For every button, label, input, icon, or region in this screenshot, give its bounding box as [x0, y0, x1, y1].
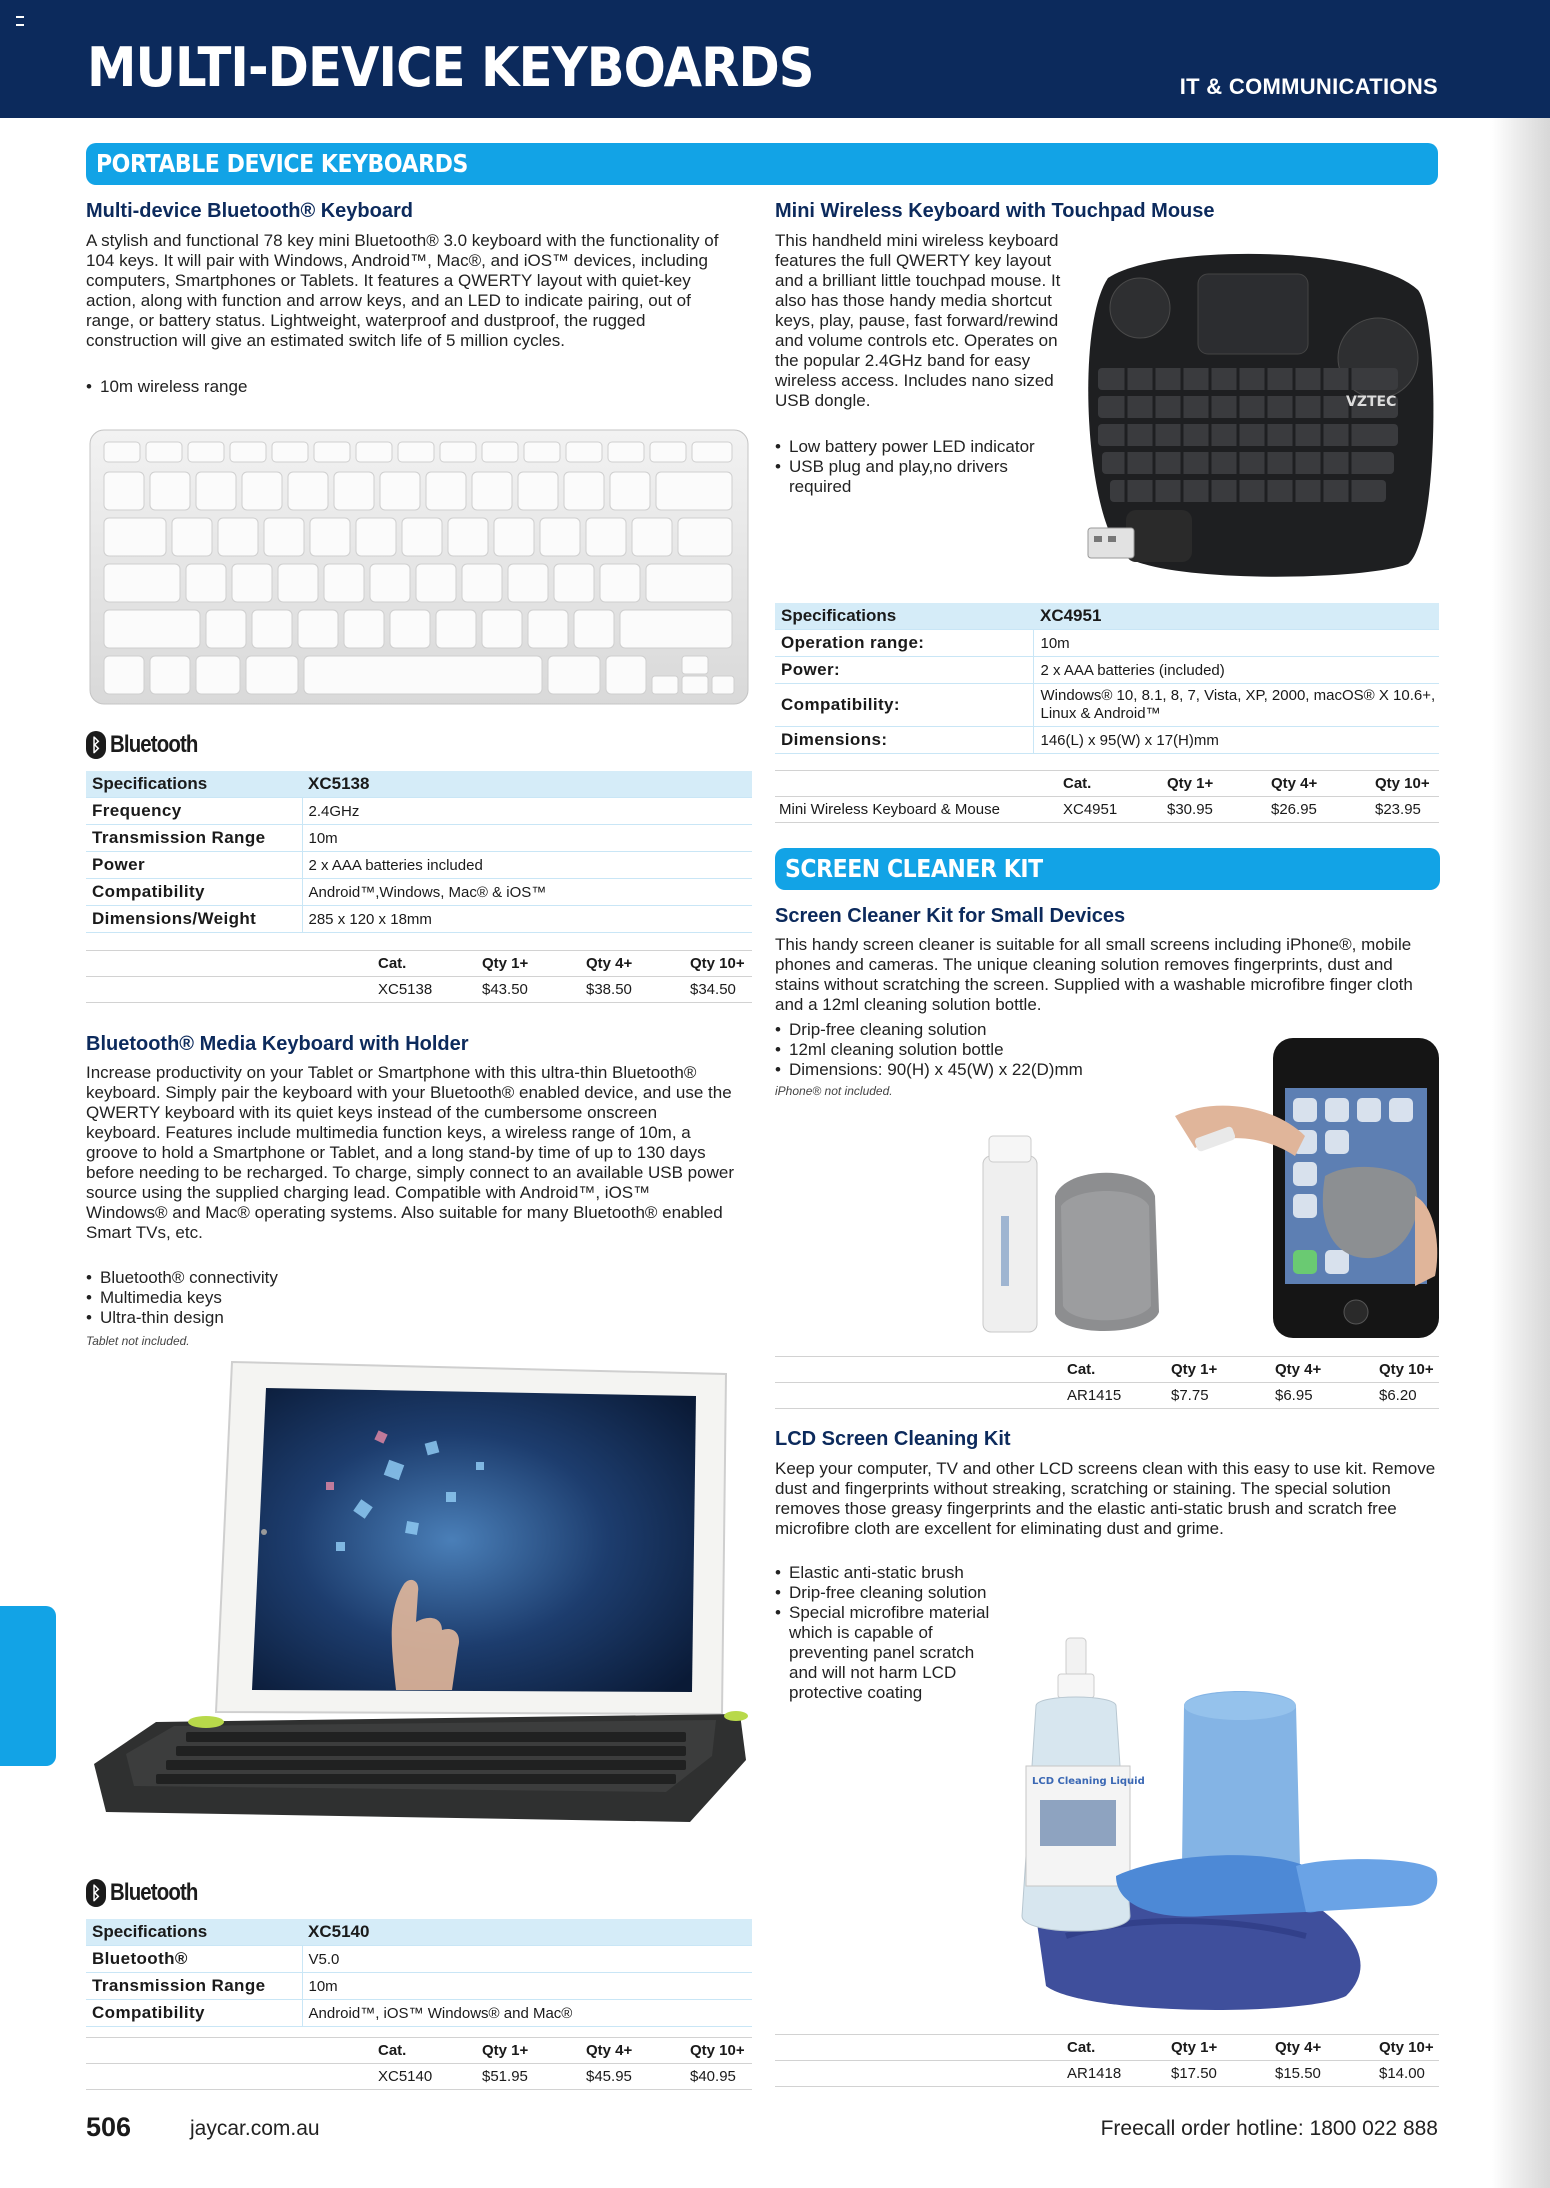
- price-cell: $14.00: [1375, 2061, 1439, 2087]
- price-cell: $7.75: [1167, 1383, 1271, 1409]
- product-image-tablet-keyboard: [86, 1352, 752, 1836]
- bluetooth-icon: ᛒ: [86, 1879, 106, 1907]
- price-header: Qty 10+: [686, 2038, 752, 2064]
- price-header: Cat.: [1063, 1357, 1167, 1383]
- price-table-ar1418: [775, 2034, 1439, 2087]
- chapter-tab: [0, 1606, 56, 1766]
- spec-key: Transmission Range: [86, 1973, 302, 2000]
- price-header: Qty 10+: [1375, 2035, 1439, 2061]
- product-description-xc5138: A stylish and functional 78 key mini Bluetooth® 3.0 keyboard with the functionality of 104 keys. It will pair with Windows, Android™, Mac®, and iOS™ devices, including computers, Smartphones or Tablets. It features a QWERTY layout with quiet-key action, along with function and arrow keys, and an LED to indicate pairing, out of range, or battery status. Lightweight, waterproof and dustproof, the rugged construction will give an estimated switch life of 5 million cycles.: [86, 231, 719, 350]
- spec-value: 10m: [1034, 630, 1439, 657]
- price-cell: AR1415: [1063, 1383, 1167, 1409]
- price-table-xc5138: [86, 950, 752, 1003]
- product-image-screen-cleaner: [975, 1036, 1441, 1344]
- spec-value: 2 x AAA batteries included: [302, 852, 752, 879]
- product-description-xc5140: Increase productivity on your Tablet or Smartphone with this ultra-thin Bluetooth® keyboard. Simply pair the keyboard with your Bluetooth® enabled device, and use the QWERTY keyboard with its quiet keys instead of the cumbersome onscreen keyboard. Features include multimedia function keys, a wireless range of 10m, a groove to hold a Smartphone or Tablet, and a long stand-by time of up to 130 days before needing to be recharged. To charge, simply connect to an available USB power source using the supplied charging lead. Compatible with Android™, iOS™ Windows® and Mac® operating systems. Also suitable for many Bluetooth® enabled Smart TVs, etc.: [86, 1063, 734, 1242]
- bluetooth-icon: ᛒ: [86, 731, 106, 759]
- bluetooth-logo: ᛒ Bluetooth: [86, 730, 213, 760]
- price-cell: $17.50: [1167, 2061, 1271, 2087]
- feature-item: • Special microfibre material which is capable of preventing panel scratch and will not harm LCD protective coating: [775, 1603, 997, 1703]
- spec-header: Specifications: [775, 603, 1034, 630]
- product-image-white-keyboard: [88, 428, 750, 706]
- spec-key: Bluetooth®: [86, 1946, 302, 1973]
- spec-key: Compatibility: [86, 879, 302, 906]
- price-cell: AR1418: [1063, 2061, 1167, 2087]
- bottle-label: LCD Cleaning Liquid: [1032, 1776, 1145, 1787]
- brand-mark: VZTEC: [1346, 394, 1397, 410]
- spec-key: Transmission Range: [86, 825, 302, 852]
- price-table-ar1415: [775, 1356, 1439, 1409]
- price-header: Qty 4+: [1271, 1357, 1375, 1383]
- spec-value: 146(L) x 95(W) x 17(H)mm: [1034, 727, 1439, 754]
- spec-model: XC5140: [302, 1919, 752, 1946]
- product-title-ar1418: LCD Screen Cleaning Kit: [775, 1428, 1011, 1450]
- product-note-xc5140: Tablet not included.: [86, 1334, 190, 1348]
- spec-key: Power: [86, 852, 302, 879]
- category-band-screen-cleaner: SCREEN CLEANER KIT: [775, 848, 1440, 890]
- price-header: Qty 1+: [478, 2038, 582, 2064]
- spec-value: Android™,Windows, Mac® & iOS™: [302, 879, 752, 906]
- feature-item: • Low battery power LED indicator: [775, 437, 1065, 457]
- feature-item: • Elastic anti-static brush: [775, 1563, 997, 1583]
- price-header: Cat.: [374, 2038, 478, 2064]
- product-description-xc4951: This handheld mini wireless keyboard features the full QWERTY key layout and a brilliant little touchpad mouse. It also has those handy media shortcut keys, play, pause, fast forward/rewind and volume controls etc. Operates on the popular 2.4GHz band for easy wireless access. Includes nano sized USB dongle.: [775, 231, 1061, 410]
- product-title-ar1415: Screen Cleaner Kit for Small Devices: [775, 905, 1126, 927]
- price-header: [775, 771, 1059, 797]
- spec-table-xc4951: [775, 603, 1439, 754]
- price-cell: $45.95: [582, 2064, 686, 2090]
- product-description-ar1415: This handy screen cleaner is suitable for all small screens including iPhone®, mobile phones and cameras. The unique cleaning solution removes fingerprints, dust and stains without scratching the screen. Supplied with a washable microfibre finger cloth and a 12ml cleaning solution bottle.: [775, 935, 1413, 1014]
- feature-item: • Bluetooth® connectivity: [86, 1268, 736, 1288]
- price-table-xc4951: [775, 770, 1439, 823]
- spec-table-xc5138: [86, 771, 752, 933]
- product-description-ar1418: Keep your computer, TV and other LCD screens clean with this easy to use kit. Remove dust and fingerprints without streaking, scratching or staining. The special solution removes those greasy fingerprints and the elastic anti-static brush and scratch free microfibre cloth are excellent for eliminating dust and grime.: [775, 1459, 1436, 1538]
- price-cell: $6.20: [1375, 1383, 1439, 1409]
- spec-model: XC4951: [1034, 603, 1439, 630]
- price-cell: XC4951: [1059, 797, 1163, 823]
- price-header: Qty 1+: [478, 951, 582, 977]
- feature-list-xc5138: [86, 377, 736, 397]
- spec-value: V5.0: [302, 1946, 752, 1973]
- price-header: Qty 10+: [1375, 1357, 1439, 1383]
- price-cell: $40.95: [686, 2064, 752, 2090]
- feature-item: • USB plug and play,no drivers required: [775, 457, 1065, 497]
- feature-item: • 10m wireless range: [86, 377, 736, 397]
- price-header: Qty 1+: [1163, 771, 1267, 797]
- spec-value: Windows® 10, 8.1, 8, 7, Vista, XP, 2000, macOS® X 10.6+, Linux & Android™: [1034, 684, 1439, 727]
- feature-item: • Dimensions: 90(H) x 45(W) x 22(D)mm: [775, 1060, 1175, 1080]
- price-cell: $26.95: [1267, 797, 1371, 823]
- spec-key: Dimensions:: [775, 727, 1034, 754]
- product-title-xc5138: Multi-device Bluetooth® Keyboard: [86, 200, 413, 222]
- feature-item: • Ultra-thin design: [86, 1308, 736, 1328]
- spec-key: Compatibility: [86, 2000, 302, 2027]
- price-cell: $6.95: [1271, 1383, 1375, 1409]
- spec-header: Specifications: [86, 771, 302, 798]
- product-image-lcd-cleaning-kit: [1006, 1616, 1440, 2020]
- price-header: Qty 4+: [582, 951, 686, 977]
- price-cell: $38.50: [582, 977, 686, 1003]
- price-cell: $23.95: [1371, 797, 1439, 823]
- spec-table-xc5140: [86, 1919, 752, 2027]
- page-header: [0, 0, 1550, 118]
- feature-item: • Multimedia keys: [86, 1288, 736, 1308]
- price-cell: $43.50: [478, 977, 582, 1003]
- page-edge-shading: [1492, 0, 1550, 2188]
- spec-key: Compatibility:: [775, 684, 1034, 727]
- price-header: Qty 4+: [582, 2038, 686, 2064]
- price-table-xc5140: [86, 2037, 752, 2090]
- product-image-mini-keyboard: [1068, 238, 1440, 598]
- price-cell: XC5140: [374, 2064, 478, 2090]
- price-header: Qty 4+: [1271, 2035, 1375, 2061]
- feature-item: • Drip-free cleaning solution: [775, 1020, 1175, 1040]
- category-band-keyboards: PORTABLE DEVICE KEYBOARDS: [86, 143, 1438, 185]
- spec-key: Dimensions/Weight: [86, 906, 302, 933]
- price-cell: XC5138: [374, 977, 478, 1003]
- spec-value: Android™, iOS™ Windows® and Mac®: [302, 2000, 752, 2027]
- price-cell: $51.95: [478, 2064, 582, 2090]
- feature-list-xc4951: [775, 437, 1065, 497]
- price-header: Cat.: [1059, 771, 1163, 797]
- spec-header: Specifications: [86, 1919, 302, 1946]
- bluetooth-logo: ᛒ Bluetooth: [86, 1878, 213, 1908]
- spec-key: Power:: [775, 657, 1034, 684]
- page-number: 506: [86, 2112, 132, 2142]
- price-header: Cat.: [1063, 2035, 1167, 2061]
- order-hotline: Freecall order hotline: 1800 022 888: [1100, 2117, 1438, 2140]
- feature-list-xc5140: [86, 1268, 736, 1328]
- price-cell: $30.95: [1163, 797, 1267, 823]
- website-link[interactable]: jaycar.com.au: [190, 2117, 320, 2140]
- feature-list-ar1418: [775, 1563, 997, 1703]
- section-label: IT & COMMUNICATIONS: [1179, 74, 1438, 99]
- spec-key: Operation range:: [775, 630, 1034, 657]
- spec-key: Frequency: [86, 798, 302, 825]
- spec-value: 2.4GHz: [302, 798, 752, 825]
- product-title-xc5140: Bluetooth® Media Keyboard with Holder: [86, 1033, 469, 1055]
- price-header: Qty 1+: [1167, 1357, 1271, 1383]
- price-header: Qty 4+: [1267, 771, 1371, 797]
- spec-model: XC5138: [302, 771, 752, 798]
- price-header: Qty 10+: [1371, 771, 1439, 797]
- spec-value: 285 x 120 x 18mm: [302, 906, 752, 933]
- page-title: MULTI-DEVICE KEYBOARDS: [87, 36, 814, 99]
- feature-item: • Drip-free cleaning solution: [775, 1583, 997, 1603]
- price-header: Qty 10+: [686, 951, 752, 977]
- product-title-xc4951: Mini Wireless Keyboard with Touchpad Mouse: [775, 200, 1215, 222]
- spec-value: 2 x AAA batteries (included): [1034, 657, 1439, 684]
- price-cell: Mini Wireless Keyboard & Mouse: [775, 797, 1059, 823]
- spec-value: 10m: [302, 825, 752, 852]
- price-cell: $15.50: [1271, 2061, 1375, 2087]
- price-cell: $34.50: [686, 977, 752, 1003]
- menu-icon[interactable]: [16, 16, 24, 26]
- feature-item: • 12ml cleaning solution bottle: [775, 1040, 1175, 1060]
- spec-value: 10m: [302, 1973, 752, 2000]
- product-note-ar1415: iPhone® not included.: [775, 1084, 893, 1098]
- price-header: Cat.: [374, 951, 478, 977]
- price-header: Qty 1+: [1167, 2035, 1271, 2061]
